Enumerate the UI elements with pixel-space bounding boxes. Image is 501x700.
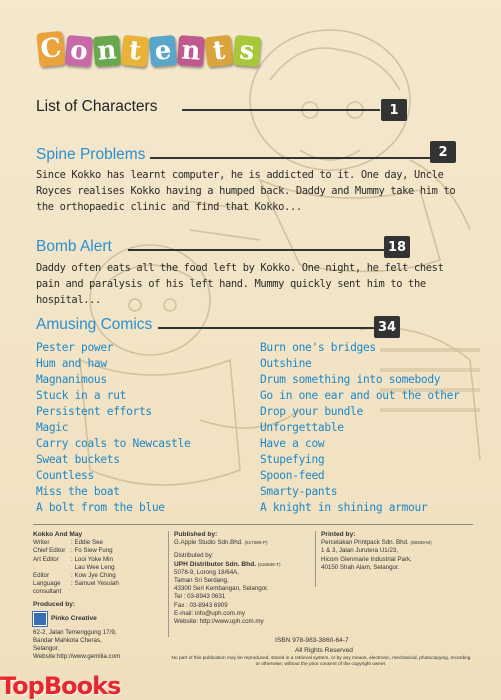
bomb-description: Daddy often eats all the food left by Kokko. One night, he felt chest pain and paralysis of his left hand. Mummy quickly sent him to the hospital...	[36, 262, 444, 306]
characters-title: List of Characters	[36, 98, 158, 115]
title-letter: e	[149, 35, 178, 67]
bomb-title: Bomb Alert	[36, 238, 112, 255]
credit-row: Lau Wee Leng	[71, 563, 115, 571]
comic-item[interactable]: Unforgettable	[260, 421, 344, 434]
isbn: ISBN 978-983-3860-64-7	[275, 637, 349, 644]
imprint-footer	[33, 524, 473, 677]
credit-row: Chief Editor : Fo Siew Fung	[33, 547, 113, 555]
contents-title	[38, 32, 262, 66]
comics-line	[158, 327, 374, 329]
title-letter: s	[233, 35, 262, 67]
title-letter: n	[93, 35, 121, 67]
title-letter: n	[177, 35, 205, 67]
comic-item[interactable]: Have a cow	[260, 437, 325, 450]
title-letter: C	[36, 31, 65, 68]
comic-item[interactable]: Magic	[36, 421, 69, 434]
credits-column	[33, 531, 163, 662]
comic-item[interactable]: Stuck in a rut	[36, 389, 127, 402]
characters-line	[182, 109, 380, 111]
divider	[168, 531, 169, 637]
comic-item[interactable]: Hum and haw	[36, 357, 107, 370]
comic-item[interactable]: A bolt from the blue	[36, 501, 165, 514]
producer-name: Pinko Creative	[51, 614, 97, 622]
comic-item[interactable]: Smarty-pants	[260, 485, 338, 498]
printer-column: Printed by: Percetakan Printpack Sdn. Bhd. (56939-M) 1 & 3, Jalan Jurutera U1/23, Hicom Glenmarie Industrial Park, 40150 Shah Alam, Selangor.	[321, 531, 432, 571]
credit-row: consultant	[33, 588, 62, 596]
comic-item[interactable]: Carry coals to Newcastle	[36, 437, 191, 450]
produced-by-label: Produced by:	[33, 600, 76, 608]
book-title: Kokko And May	[33, 531, 83, 538]
credit-row: Editor : Kow Jye Ching	[33, 572, 116, 580]
printer-name: Percetakan Printpack Sdn. Bhd.	[321, 539, 409, 547]
comic-item[interactable]: A knight in shining armour	[260, 501, 428, 514]
rights-reserved: All Rights Reserved	[295, 647, 353, 654]
bomb-page-number[interactable]: 18	[384, 236, 410, 258]
comic-item[interactable]: Persistent efforts	[36, 405, 152, 418]
credit-row: Writer : Eddie See	[33, 539, 103, 547]
comic-item[interactable]: Magnanimous	[36, 373, 107, 386]
spine-title: Spine Problems	[36, 146, 146, 163]
comic-item[interactable]: Miss the boat	[36, 485, 120, 498]
title-letter: t	[121, 35, 150, 68]
comic-item[interactable]: Drum something into somebody	[260, 373, 441, 386]
topbooks-watermark: TopBooks	[0, 672, 121, 700]
spine-page-number[interactable]: 2	[430, 141, 456, 163]
title-letter: t	[205, 35, 234, 68]
divider	[315, 531, 316, 587]
title-letter: o	[65, 35, 94, 67]
credit-row: Language : Samuel Yesuiah	[33, 580, 119, 588]
comic-item[interactable]: Drop your bundle	[260, 405, 363, 418]
publisher-column: Published by: G.Apple Studio Sdn.Bhd. (517085-P) Distributed by: UPH Distributor Sdn. Bhd. (516636-T) 5078-9, Lorong 18/64A, Taman Sri Serdang, 43300 Seri Kembangan, Selangor. Tel : 03-8943 0631 Fax : 03-8943 6909 E-mail: info@uph.com.my Website: http://www.uph.com.my	[174, 531, 281, 626]
copyright-notice: No part of this publication may be reproduced, stored in a retrieval system, or by any means, electronic, mechanical, photocopying, recording or otherwise, without the prior consent of the copyright owner.	[171, 656, 471, 667]
comics-list-right	[260, 340, 460, 516]
comics-title: Amusing Comics	[36, 316, 153, 333]
comic-item[interactable]: Countless	[36, 469, 94, 482]
comic-item[interactable]: Pester power	[36, 341, 114, 354]
comics-page-number[interactable]: 34	[374, 316, 400, 338]
credit-row: Art Editor : Looi Yoke Min	[33, 555, 113, 563]
comic-item[interactable]: Outshine	[260, 357, 312, 370]
spine-line	[150, 157, 430, 159]
distributor-name: UPH Distributor Sdn. Bhd.	[174, 560, 257, 568]
pinko-logo-icon	[33, 612, 47, 626]
comics-list-left	[36, 340, 190, 516]
comic-item[interactable]: Sweat buckets	[36, 453, 120, 466]
comic-item[interactable]: Stupefying	[260, 453, 325, 466]
comic-item[interactable]: Spoon-feed	[260, 469, 325, 482]
comic-item[interactable]: Go in one ear and out the other	[260, 389, 460, 402]
comic-item[interactable]: Burn one's bridges	[260, 341, 376, 354]
publisher-name: G.Apple Studio Sdn.Bhd.	[174, 539, 243, 547]
characters-page-number[interactable]: 1	[381, 99, 407, 121]
bomb-line	[128, 249, 384, 251]
producer-address: 62-2, Jalan Temenggung 17/9, Bandar Mahkota Cheras, Selangor. Website:http://www.gemilia.com	[33, 628, 121, 661]
spine-description: Since Kokko has learnt computer, he is addicted to it. One day, Uncle Royces realises Kokko having a humped back. Daddy and Mummy take him to the orthopaedic clinic and find that Kokko...	[36, 169, 456, 213]
